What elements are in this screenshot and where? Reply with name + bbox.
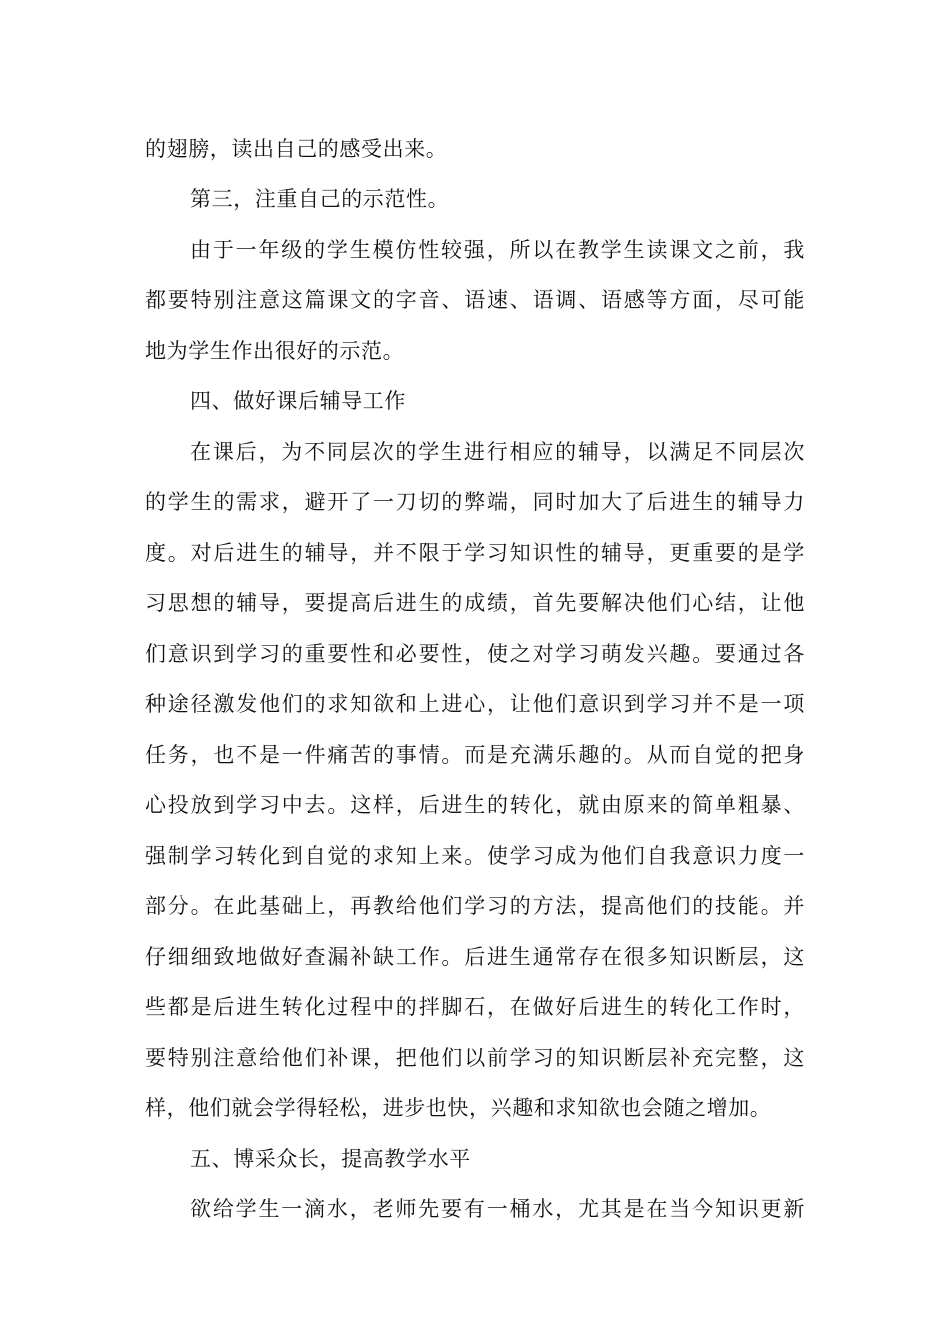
text-line-9: 度。对后进生的辅导，并不限于学习知识性的辅导，更重要的是学 [145,541,805,565]
text-line-4: 都要特别注意这篇课文的字音、语速、语调、语感等方面，尽可能 [145,288,805,312]
text-line-18: 些都是后进生转化过程中的拌脚石，在做好后进生的转化工作时， [145,995,805,1019]
text-line-3: 由于一年级的学生模仿性较强，所以在教学生读课文之前，我 [190,238,805,262]
text-line-12: 种途径激发他们的求知欲和上进心，让他们意识到学习并不是一项 [145,692,805,716]
text-line-13: 任务，也不是一件痛苦的事情。而是充满乐趣的。从而自觉的把身 [145,743,805,767]
text-line-10: 习思想的辅导，要提高后进生的成绩，首先要解决他们心结，让他 [145,591,805,615]
text-line-8: 的学生的需求，避开了一刀切的弊端，同时加大了后进生的辅导力 [145,490,805,514]
section-heading-4: 四、做好课后辅导工作 [190,389,406,413]
text-line-1: 的翅膀，读出自己的感受出来。 [145,137,448,161]
text-line-5: 地为学生作出很好的示范。 [145,339,405,363]
text-line-16: 部分。在此基础上，再教给他们学习的方法，提高他们的技能。并 [145,894,805,918]
text-line-20: 样，他们就会学得轻松，进步也快，兴趣和求知欲也会随之增加。 [145,1096,772,1120]
text-line-2: 第三，注重自己的示范性。 [190,187,450,211]
text-line-19: 要特别注意给他们补课，把他们以前学习的知识断层补充完整，这 [145,1046,805,1070]
text-line-11: 们意识到学习的重要性和必要性，使之对学习萌发兴趣。要通过各 [145,642,805,666]
text-line-22: 欲给学生一滴水，老师先要有一桶水，尤其是在当今知识更新 [190,1197,805,1221]
text-line-17: 仔细细致地做好查漏补缺工作。后进生通常存在很多知识断层，这 [145,945,805,969]
section-heading-5: 五、博采众长，提高教学水平 [190,1147,471,1171]
text-line-7: 在课后，为不同层次的学生进行相应的辅导，以满足不同层次 [190,440,805,464]
text-line-14: 心投放到学习中去。这样，后进生的转化，就由原来的简单粗暴、 [145,793,805,817]
text-line-15: 强制学习转化到自觉的求知上来。使学习成为他们自我意识力度一 [145,844,805,868]
